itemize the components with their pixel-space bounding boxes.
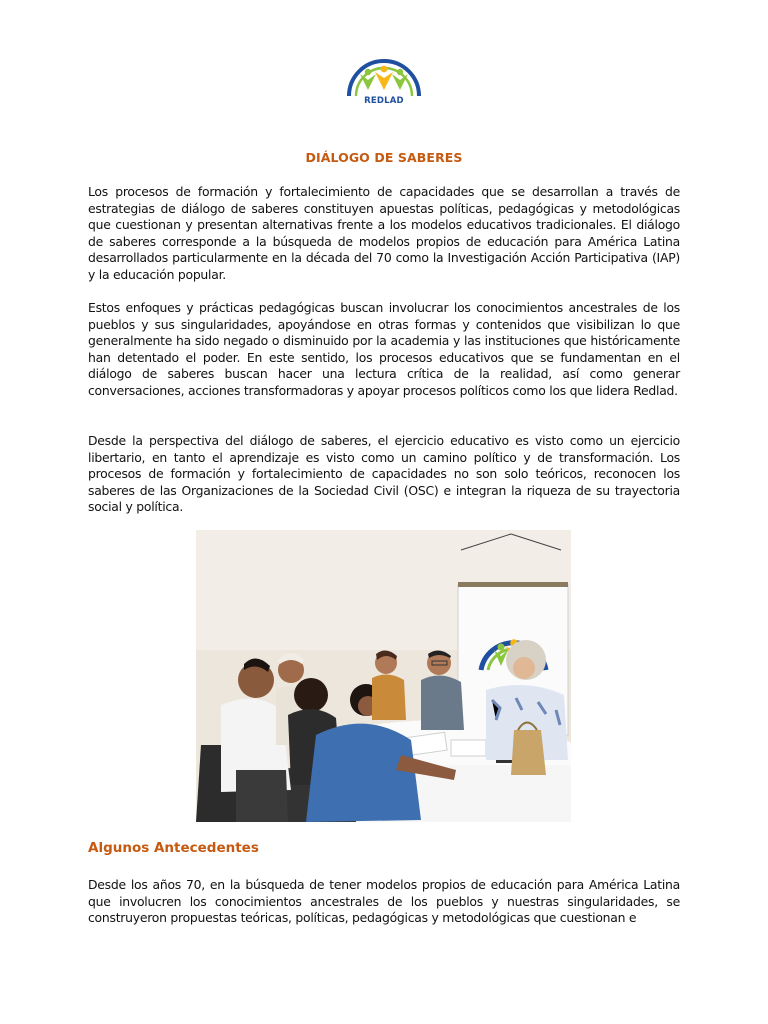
logo-text: REDLAD xyxy=(364,96,404,106)
paragraph: Los procesos de formación y fortalecimiento de capacidades que se desarrollan a través de estrategias de diálogo de saberes constituyen apuestas políticas, pedagógicas y metodológicas que cuestionan y presentan alternativas frente a los modelos educativos tradicionales. El diálogo de saberes corresponde a la búsqueda de modelos propios de educación para América Latina desarrollados particularmente en la década del 70 como la Investigación Acción Participativa (IAP) y la educación popular. xyxy=(88,184,680,282)
group-meeting-photo xyxy=(196,530,571,822)
section-heading: Algunos Antecedentes xyxy=(88,840,259,856)
redlad-logo-icon xyxy=(343,50,425,100)
redlad-logo xyxy=(343,50,425,112)
paragraph: Desde la perspectiva del diálogo de saberes, el ejercicio educativo es visto como un ejercicio libertario, en tanto el aprendizaje es visto como un camino político y de transformación. Los procesos de formación y fortalecimiento de capacidades no son solo teóricos, reconocen los saberes de las Organizaciones de la Sociedad Civil (OSC) e integran la riqueza de su trayectoria social y política. xyxy=(88,433,680,514)
page-title: DIÁLOGO DE SABERES xyxy=(305,150,463,165)
meeting-photo-illustration xyxy=(196,530,571,822)
paragraph: Desde los años 70, en la búsqueda de tener modelos propios de educación para América Latina que involucren los conocimientos ancestrales de los pueblos y nuestras singularidades, se construyeron propuestas teóricas, políticas, pedagógicas y metodológicas que cuestionan e xyxy=(88,877,680,925)
paragraph: Estos enfoques y prácticas pedagógicas buscan involucrar los conocimientos ancestrales de los pueblos y sus singularidades, apoyándose en otras formas y contenidos que visibilizan lo que generalmente ha sido negado o disminuido por la academia y las instituciones que históricamente han detentado el poder. En este sentido, los procesos educativos que se fundamentan en el diálogo de saberes buscan hacer una lectura crítica de la realidad, así como generar conversaciones, acciones transformadoras y apoyar procesos políticos como los que lidera Redlad. xyxy=(88,300,680,398)
